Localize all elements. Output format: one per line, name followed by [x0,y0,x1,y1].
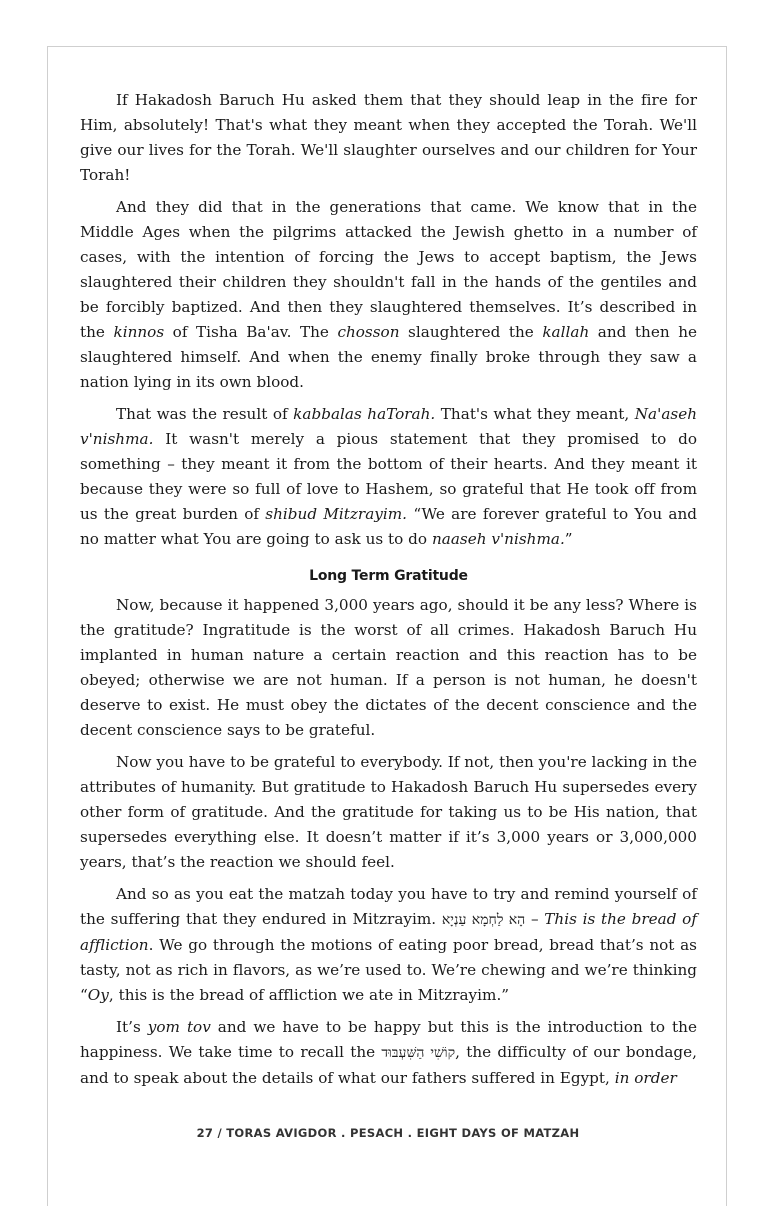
hebrew-phrase: קוֹשִׁי הַשִּׁעְבּוּד [381,1045,456,1061]
page-frame [47,46,727,1206]
italic-term: kallah [542,323,590,341]
paragraph: If Hakadosh Baruch Hu asked them that they should leap in the fire for Him, absolutely! That's what they meant when they accepted the Torah. We'll give our lives for the Torah. We'll slaughter ourselves and our children for Your Torah! [80,91,697,184]
italic-term: chosson [337,323,400,341]
italic-term: in order [614,1069,677,1087]
section-2 [80,593,697,1091]
paragraph: And so as you eat the matzah today you have to try and remind yourself of the suffering that they endured in Mitzrayim. הָא לַחְמָא עַנְיָא – This is the bread of affliction. We go through the motions of eating poor bread, bread that’s not as tasty, not as rich in flavors, as we’re used to. We’re chewing and we’re thinking “Oy, this is the bread of affliction we ate in Mitzrayim.” [80,885,697,1004]
paragraph: It’s yom tov and we have to be happy but this is the introduction to the happiness. We take time to recall the קוֹשִׁי הַשִּׁעְבּוּד, the difficulty of our bondage, and to speak about the details of what our fathers suffered in Egypt, in order [80,1018,698,1087]
italic-term: This is the bread of affliction [80,910,697,954]
italic-term: naaseh v'nishma. [431,530,565,548]
italic-term: shibud Mitzrayim. [265,505,408,523]
hebrew-phrase: הָא לַחְמָא עַנְיָא [441,912,526,928]
paragraph: Now, because it happened 3,000 years ago, should it be any less? Where is the gratitude? Ingratitude is the worst of all crimes. Hakadosh Baruch Hu implanted in human nature a certain reaction and this reaction has to be obeyed; otherwise we are not human. If a person is not human, he doesn't deserve to exist. He must obey the dictates of the decent conscience and the decent conscience says to be grateful. [80,596,697,739]
italic-term: Na'aseh v'nishma. [80,405,698,448]
page-content [80,88,697,1098]
paragraph: And they did that in the generations that came. We know that in the Middle Ages when the pilgrims attacked the Jewish ghetto in a number of cases, with the intention of forcing the Jews to accept baptism, the Jews slaughtered their children they shouldn't fall in the hands of the gentiles and be forcibly baptized. And then they slaughtered themselves. It’s described in the kinnos of Tisha Ba'av. The chosson slaughtered the kallah and then he slaughtered himself. And when the enemy finally broke through they saw a nation lying in its own blood. [80,198,698,391]
paragraph: That was the result of kabbalas haTorah. That's what they meant, Na'aseh v'nishma. It wasn't merely a pious statement that they promised to do something – they meant it from the bottom of their hearts. And they meant it because they were so full of love to Hashem, so grateful that He took off from us the great burden of shibud Mitzrayim. “We are forever grateful to You and no matter what You are going to ask us to do naaseh v'nishma.” [80,405,698,548]
section-heading: Long Term Gratitude [309,568,468,584]
page-footer: 27 / TORAS AVIGDOR . PESACH . EIGHT DAYS OF MATZAH [196,1126,580,1140]
paragraph: Now you have to be grateful to everybody. If not, then you're lacking in the attributes of humanity. But gratitude to Hakadosh Baruch Hu supersedes every other form of gratitude. And the gratitude for taking us to be His nation, that supersedes everything else. It doesn’t matter if it’s 3,000 years or 3,000,000 years, that’s the reaction we should feel. [80,753,697,871]
italic-term: kabbalas haTorah. [293,405,436,423]
italic-term: kinnos [113,323,165,341]
section-1 [80,88,697,552]
italic-term: Oy [87,986,109,1004]
italic-term: yom tov [147,1018,211,1036]
